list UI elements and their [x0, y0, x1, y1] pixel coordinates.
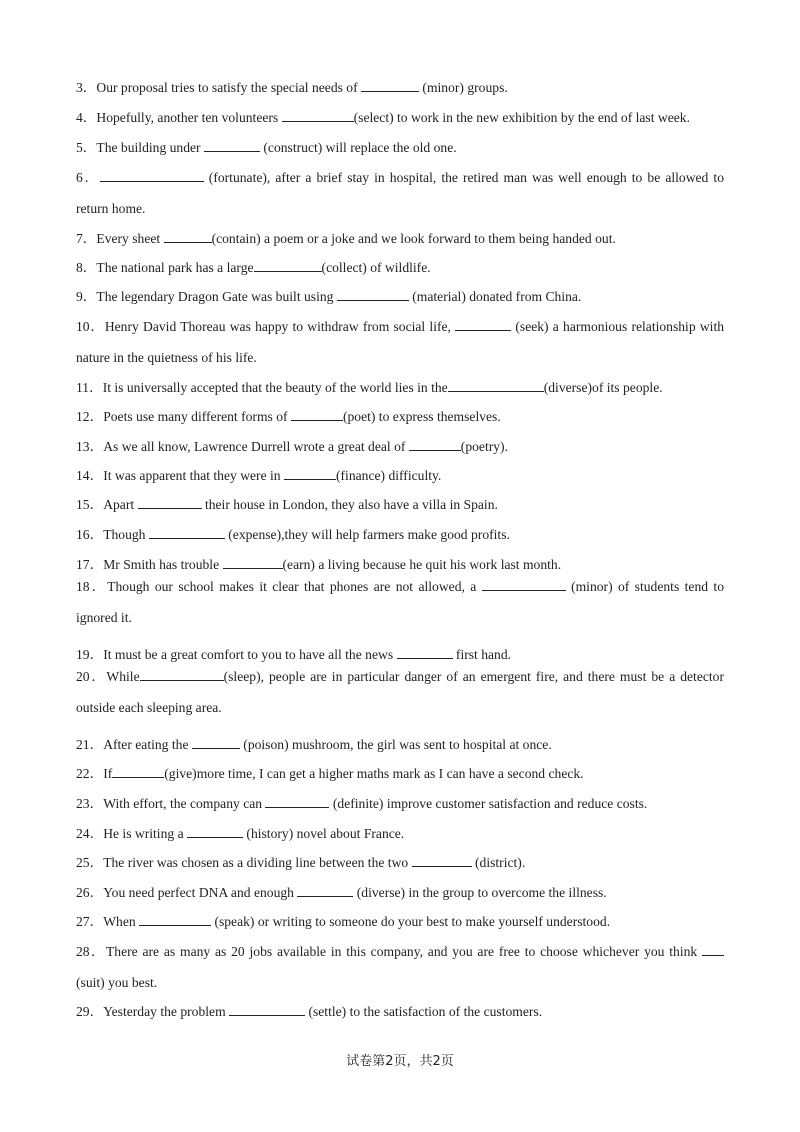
- answer-blank[interactable]: [337, 289, 409, 301]
- question-text: It was apparent that they were in: [103, 468, 284, 483]
- page-footer: 试卷第2页，共2页: [346, 1054, 454, 1069]
- question-item: [76, 796, 724, 811]
- question-number: 28．: [76, 944, 106, 959]
- question-text: (construct) will replace the old one.: [260, 140, 457, 155]
- question-text: first hand.: [452, 647, 512, 662]
- question-text: (settle) to the satisfaction of the customers.: [305, 1004, 543, 1019]
- answer-blank[interactable]: [397, 647, 453, 659]
- answer-blank[interactable]: [138, 497, 202, 509]
- question-text: Hopefully, another ten volunteers: [96, 110, 282, 125]
- question-item: [76, 1004, 724, 1019]
- question-text: There are as many as 20 jobs available in this company, and you are free to choose whichever you think: [106, 944, 703, 959]
- question-text: As we all know, Lawrence Durrell wrote a great deal of: [103, 439, 409, 454]
- question-number: 26．: [76, 885, 104, 900]
- question-number: 14．: [76, 468, 104, 483]
- answer-blank[interactable]: [100, 170, 204, 182]
- answer-blank[interactable]: [192, 737, 240, 749]
- question-text: (definite) improve customer satisfaction and reduce costs.: [329, 796, 648, 811]
- question-text: (diverse) in the group to overcome the illness.: [353, 885, 607, 900]
- answer-blank[interactable]: [482, 579, 566, 591]
- answer-blank[interactable]: [412, 855, 472, 867]
- question-number: 12．: [76, 409, 104, 424]
- question-text: (district).: [471, 855, 526, 870]
- question-text: The national park has a large: [96, 260, 254, 275]
- question-text: Though our school makes it clear that phones are not allowed, a: [107, 579, 482, 594]
- question-number: 5．: [76, 140, 97, 155]
- question-text: (material) donated from China.: [408, 289, 582, 304]
- question-text: Every sheet: [96, 231, 164, 246]
- answer-blank[interactable]: [284, 468, 336, 480]
- question-item: [76, 231, 724, 246]
- answer-blank[interactable]: [291, 409, 343, 421]
- answer-blank[interactable]: [229, 1004, 305, 1016]
- question-number: 6．: [76, 170, 100, 185]
- question-item: [76, 647, 724, 662]
- answer-blank[interactable]: [282, 110, 354, 122]
- question-item: [76, 289, 724, 304]
- question-text: He is writing a: [103, 826, 188, 841]
- question-item: [76, 140, 724, 155]
- answer-blank[interactable]: [140, 669, 224, 681]
- question-text: (select) to work in the new exhibition by the end of last week.: [353, 110, 690, 125]
- answer-blank[interactable]: [297, 885, 353, 897]
- question-text: (contain) a poem or a joke and we look forward to them being handed out.: [211, 231, 616, 246]
- question-number: 11．: [76, 380, 103, 395]
- question-item: [76, 766, 724, 781]
- question-text: (speak) or writing to someone do your best to make yourself understood.: [211, 914, 611, 929]
- question-text: (poetry).: [460, 439, 508, 454]
- answer-blank[interactable]: [112, 766, 164, 778]
- question-item: [76, 826, 724, 841]
- answer-blank[interactable]: [409, 439, 461, 451]
- question-item: [76, 527, 724, 542]
- question-text: (earn) a living because he quit his work last month.: [282, 557, 562, 572]
- question-text: (minor) groups.: [419, 80, 508, 95]
- question-number: 19．: [76, 647, 104, 662]
- answer-blank[interactable]: [149, 527, 225, 539]
- answer-blank[interactable]: [164, 231, 212, 243]
- question-text: (collect) of wildlife.: [321, 260, 431, 275]
- question-text: (expense),they will help farmers make good profits.: [224, 527, 510, 542]
- question-item: [76, 260, 724, 275]
- answer-blank[interactable]: [139, 914, 211, 926]
- question-text: Though: [103, 527, 149, 542]
- question-text: their house in London, they also have a villa in Spain.: [201, 497, 498, 512]
- question-number: 25．: [76, 855, 104, 870]
- question-text: When: [103, 914, 140, 929]
- answer-blank[interactable]: [254, 260, 322, 272]
- question-item: [76, 468, 724, 483]
- question-text: Mr Smith has trouble: [103, 557, 223, 572]
- question-text: You need perfect DNA and enough: [103, 885, 298, 900]
- question-text: After eating the: [103, 737, 192, 752]
- question-number: 3．: [76, 80, 97, 95]
- question-item: [76, 661, 724, 723]
- question-text: (fortunate), after a brief stay in hospital, the retired man was well enough to be allowed to return home.: [76, 170, 724, 216]
- question-text: (finance) difficulty.: [336, 468, 442, 483]
- question-item: [76, 439, 724, 454]
- question-text: The building under: [96, 140, 204, 155]
- question-item: [76, 311, 724, 373]
- question-number: 17．: [76, 557, 104, 572]
- question-number: 18．: [76, 579, 108, 594]
- question-text: If: [103, 766, 113, 781]
- question-number: 15．: [76, 497, 104, 512]
- question-item: [76, 885, 724, 900]
- question-item: [76, 162, 724, 224]
- question-text: It is universally accepted that the beauty of the world lies in the: [102, 380, 448, 395]
- answer-blank[interactable]: [223, 557, 283, 569]
- question-text: (poison) mushroom, the girl was sent to hospital at once.: [239, 737, 552, 752]
- question-number: 10．: [76, 319, 105, 334]
- answer-blank[interactable]: [448, 380, 544, 392]
- question-item: [76, 571, 724, 633]
- question-item: [76, 409, 724, 424]
- question-number: 4．: [76, 110, 97, 125]
- answer-blank[interactable]: [265, 796, 329, 808]
- question-text: Henry David Thoreau was happy to withdraw from social life,: [104, 319, 456, 334]
- answer-blank[interactable]: [455, 319, 511, 331]
- question-text: While: [106, 669, 140, 684]
- question-text: (sleep), people are in particular danger of an emergent fire, and there must be a detector outside each sleeping area.: [76, 669, 724, 715]
- question-number: 9．: [76, 289, 97, 304]
- question-text: Our proposal tries to satisfy the special needs of: [96, 80, 362, 95]
- question-item: [76, 110, 724, 125]
- question-text: With effort, the company can: [103, 796, 266, 811]
- question-text: Yesterday the problem: [103, 1004, 230, 1019]
- answer-blank[interactable]: [204, 140, 260, 152]
- question-text: (give)more time, I can get a higher maths mark as I can have a second check.: [164, 766, 584, 781]
- question-text: (history) novel about France.: [243, 826, 405, 841]
- question-number: 22．: [76, 766, 104, 781]
- question-number: 8．: [76, 260, 97, 275]
- question-text: (poet) to express themselves.: [342, 409, 501, 424]
- question-item: [76, 380, 724, 395]
- question-number: 20．: [76, 669, 107, 684]
- question-text: Apart: [103, 497, 138, 512]
- question-text: (suit) you best.: [76, 975, 158, 990]
- question-item: [76, 497, 724, 512]
- question-item: [76, 80, 724, 95]
- question-item: [76, 914, 724, 929]
- question-item: [76, 936, 724, 998]
- question-item: [76, 855, 724, 870]
- question-text: The legendary Dragon Gate was built using: [96, 289, 337, 304]
- question-number: 23．: [76, 796, 104, 811]
- question-number: 13．: [76, 439, 104, 454]
- question-number: 7．: [76, 231, 97, 246]
- question-number: 16．: [76, 527, 104, 542]
- answer-blank[interactable]: [361, 80, 419, 92]
- question-text: (diverse)of its people.: [543, 380, 663, 395]
- answer-blank[interactable]: [702, 944, 724, 956]
- question-number: 29．: [76, 1004, 104, 1019]
- question-number: 27．: [76, 914, 104, 929]
- question-item: [76, 557, 724, 572]
- question-number: 24．: [76, 826, 104, 841]
- question-item: [76, 737, 724, 752]
- question-text: It must be a great comfort to you to have all the news: [103, 647, 397, 662]
- question-text: The river was chosen as a dividing line between the two: [103, 855, 412, 870]
- question-text: Poets use many different forms of: [103, 409, 291, 424]
- question-number: 21．: [76, 737, 104, 752]
- question-text: (seek) a harmonious relationship with nature in the quietness of his life.: [76, 319, 725, 365]
- question-text: (minor) of students tend to ignored it.: [76, 579, 724, 625]
- answer-blank[interactable]: [187, 826, 243, 838]
